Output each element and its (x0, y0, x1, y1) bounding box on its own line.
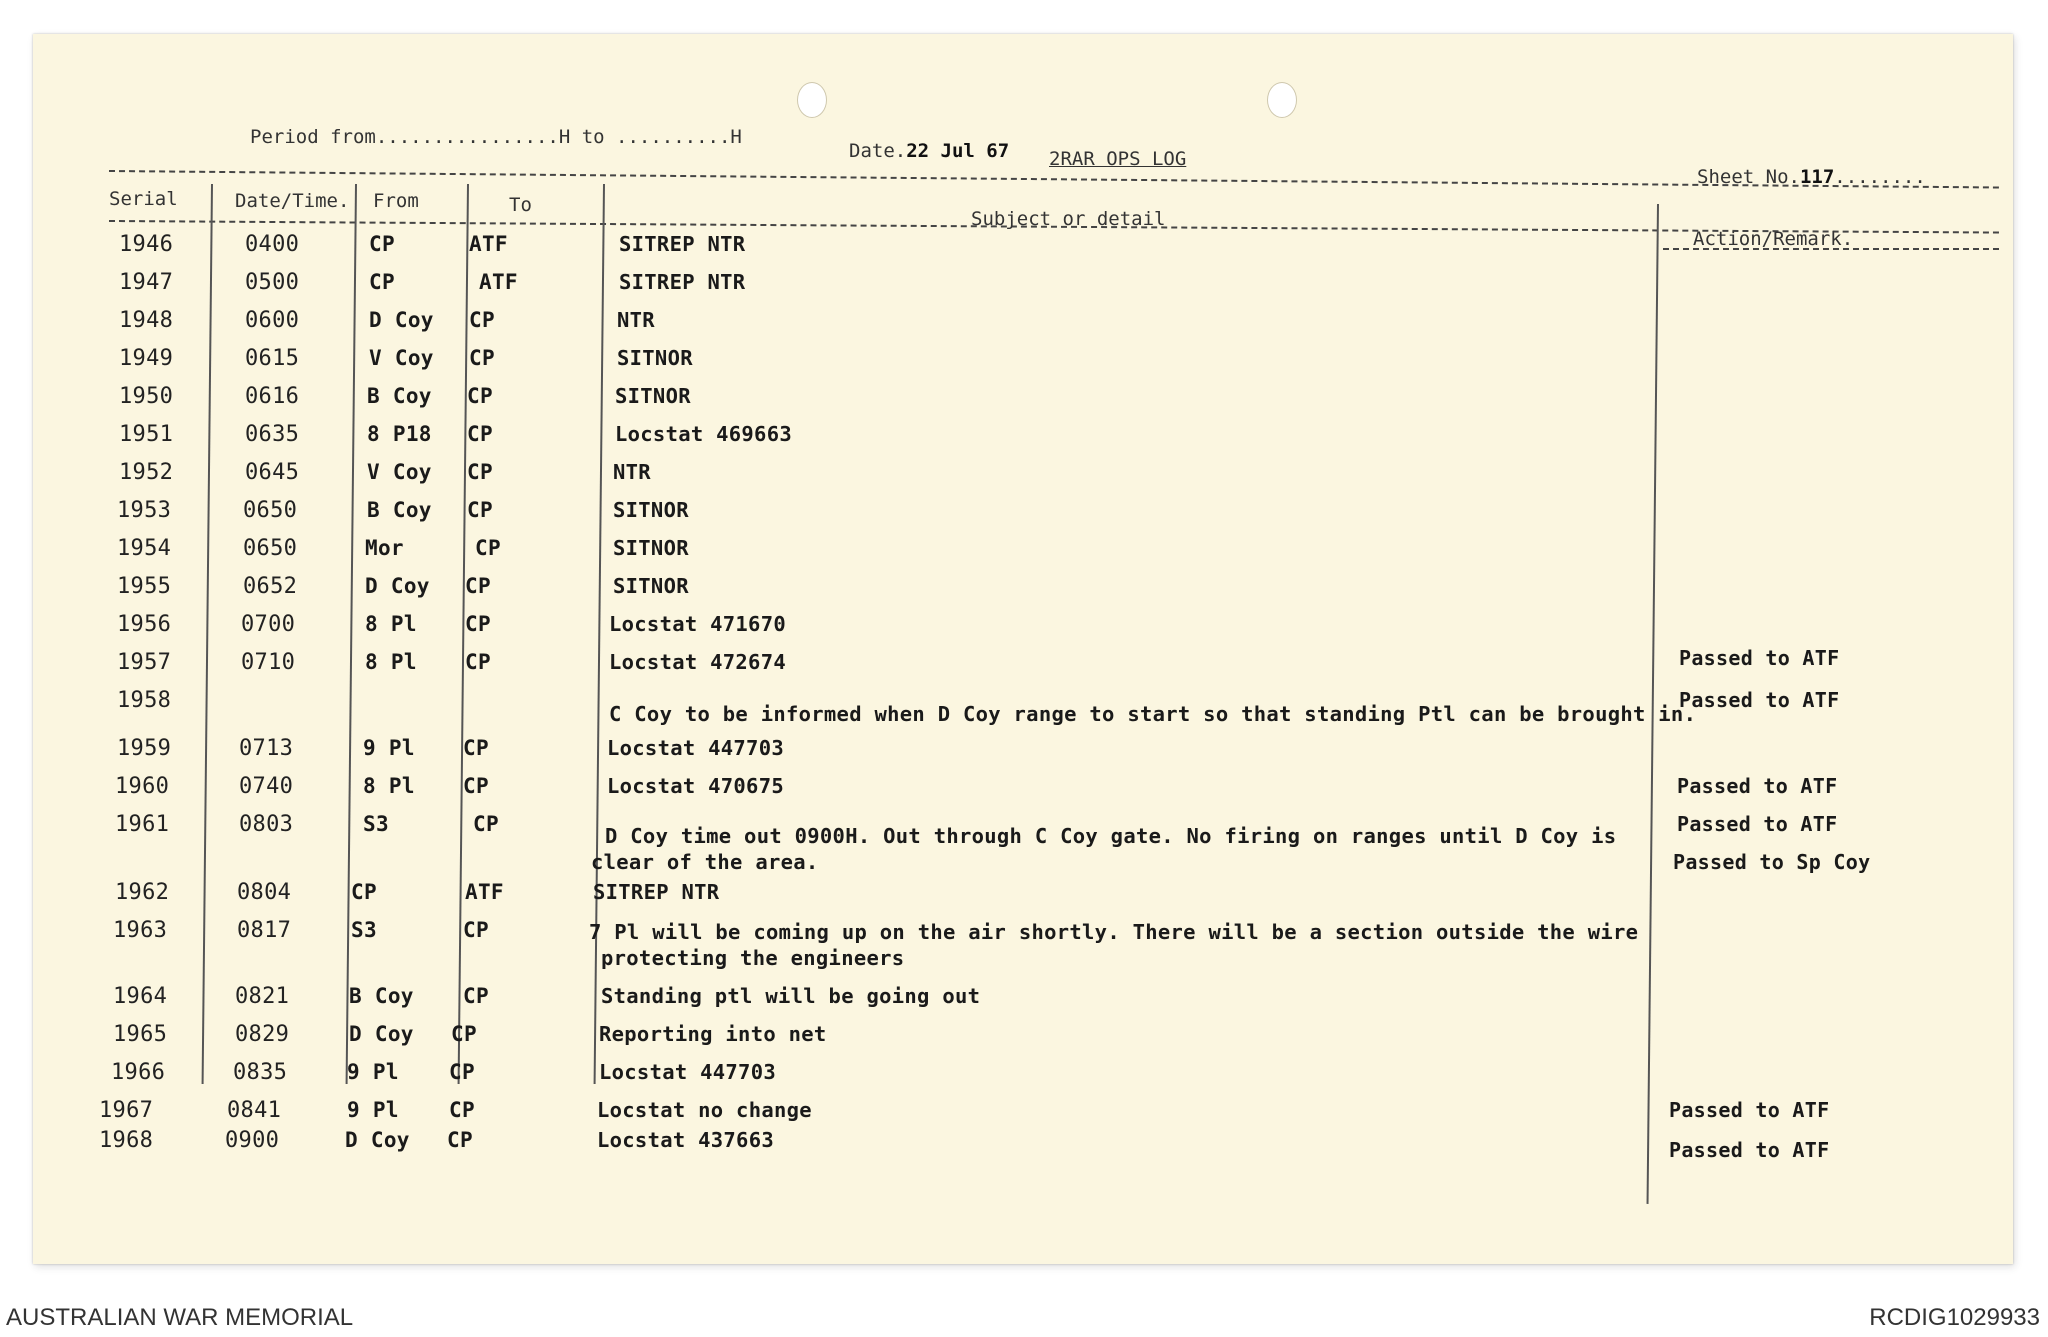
col-subject: Subject or detail (971, 208, 1166, 230)
date-label: Date. (849, 140, 907, 162)
to-cell: CP (469, 346, 495, 370)
serial-cell: 1960 (115, 774, 170, 799)
time-cell: 0615 (245, 346, 300, 371)
subject-cell: C Coy to be informed when D Coy range to start so that standing Ptl can be brought in. (609, 702, 1697, 726)
to-cell: CP (467, 498, 493, 522)
subject-cell: SITREP NTR (619, 270, 746, 294)
log-row (33, 646, 2013, 688)
punch-hole-right (1267, 82, 1297, 118)
log-row (33, 270, 2013, 308)
from-cell: V Coy (369, 346, 434, 370)
log-row (33, 232, 2013, 270)
time-cell: 0835 (233, 1060, 288, 1085)
archive-credit: AUSTRALIAN WAR MEMORIAL (6, 1304, 354, 1331)
serial-cell: 1947 (119, 270, 174, 295)
log-row (33, 1060, 2013, 1098)
remark-cell: Passed to ATF (1679, 688, 1840, 712)
subject-cell: Locstat 447703 (599, 1060, 776, 1084)
to-cell: CP (465, 612, 491, 636)
serial-cell: 1948 (119, 308, 174, 333)
remark-cell: Passed to ATF (1677, 812, 1838, 836)
log-row (33, 536, 2013, 574)
from-cell: 9 Pl (363, 736, 415, 760)
subject-cell: NTR (613, 460, 651, 484)
col-serial: Serial (109, 188, 178, 210)
log-sheet (33, 34, 2013, 1264)
subject-cell: Locstat 447703 (607, 736, 784, 760)
remark-cell: Passed to ATF (1679, 646, 1840, 670)
to-cell: CP (467, 460, 493, 484)
serial-cell: 1964 (113, 984, 168, 1009)
serial-cell: 1951 (119, 422, 174, 447)
log-row (33, 574, 2013, 612)
to-cell: ATF (469, 232, 508, 256)
from-cell: B Coy (367, 498, 432, 522)
to-cell: CP (449, 1060, 475, 1084)
from-cell: 9 Pl (347, 1098, 399, 1122)
log-row (33, 612, 2013, 650)
serial-cell: 1956 (117, 612, 172, 637)
serial-cell: 1961 (115, 812, 170, 837)
date-value: 22 Jul 67 (906, 140, 1010, 162)
subject-cell-continued: protecting the engineers (601, 946, 905, 970)
sheet-dots: ........ (1834, 166, 1926, 188)
time-cell: 0821 (235, 984, 290, 1009)
log-row (33, 308, 2013, 346)
time-cell: 0400 (245, 232, 300, 257)
col-to: To (509, 194, 532, 216)
from-cell: V Coy (367, 460, 432, 484)
from-cell: S3 (351, 918, 377, 942)
archive-reference: RCDIG1029933 (1869, 1304, 2040, 1331)
to-cell: CP (451, 1022, 477, 1046)
log-row (33, 498, 2013, 536)
date-field (849, 140, 1009, 162)
subject-cell: Locstat 472674 (609, 650, 786, 674)
time-cell: 0713 (239, 736, 294, 761)
serial-cell: 1954 (117, 536, 172, 561)
log-row (33, 384, 2013, 422)
from-cell: S3 (363, 812, 389, 836)
from-cell: 8 Pl (365, 612, 417, 636)
remark-cell-secondary: Passed to Sp Coy (1673, 850, 1871, 874)
subject-cell-continued: clear of the area. (591, 850, 819, 874)
time-cell: 0829 (235, 1022, 290, 1047)
time-cell: 0841 (227, 1098, 282, 1123)
from-cell: D Coy (365, 574, 430, 598)
log-row (33, 1022, 2013, 1060)
sheet-number: 117 (1799, 166, 1835, 188)
from-cell: D Coy (345, 1128, 410, 1152)
subject-cell: Reporting into net (599, 1022, 827, 1046)
col-datetime: Date/Time. (235, 190, 350, 212)
from-cell: 8 Pl (363, 774, 415, 798)
time-cell: 0600 (245, 308, 300, 333)
subject-cell: Locstat 470675 (607, 774, 784, 798)
time-cell: 0700 (241, 612, 296, 637)
to-cell: CP (447, 1128, 473, 1152)
from-cell: Mor (365, 536, 404, 560)
to-cell: CP (469, 308, 495, 332)
to-cell: CP (467, 384, 493, 408)
punch-hole-left (797, 82, 827, 118)
col-action: Action/Remark. (1693, 228, 1854, 250)
log-row (33, 1128, 2013, 1166)
log-row (33, 688, 2013, 726)
serial-cell: 1958 (117, 688, 172, 713)
to-cell: CP (473, 812, 499, 836)
from-cell: B Coy (349, 984, 414, 1008)
subject-cell: NTR (617, 308, 655, 332)
serial-cell: 1967 (99, 1098, 154, 1123)
remark-cell: Passed to ATF (1677, 774, 1838, 798)
time-cell: 0804 (237, 880, 292, 905)
serial-cell: 1955 (117, 574, 172, 599)
serial-cell: 1968 (99, 1128, 154, 1153)
log-row (33, 422, 2013, 460)
to-cell: CP (449, 1098, 475, 1122)
subject-cell: D Coy time out 0900H. Out through C Coy gate. No firing on ranges until D Coy is (605, 824, 1617, 848)
subject-cell: Locstat no change (597, 1098, 812, 1122)
serial-cell: 1963 (113, 918, 168, 943)
remark-cell: Passed to ATF (1669, 1138, 1830, 1162)
subject-cell: SITNOR (617, 346, 693, 370)
log-row (33, 984, 2013, 1022)
serial-cell: 1946 (119, 232, 174, 257)
time-cell: 0500 (245, 270, 300, 295)
from-cell: D Coy (369, 308, 434, 332)
log-row (33, 460, 2013, 498)
from-cell: D Coy (349, 1022, 414, 1046)
to-cell: CP (465, 574, 491, 598)
time-cell: 0817 (237, 918, 292, 943)
log-row (33, 880, 2013, 918)
time-cell: 0740 (239, 774, 294, 799)
to-cell: CP (463, 918, 489, 942)
subject-cell: SITREP NTR (619, 232, 746, 256)
to-cell: CP (463, 984, 489, 1008)
serial-cell: 1953 (117, 498, 172, 523)
subject-cell: Locstat 471670 (609, 612, 786, 636)
subject-cell: SITNOR (613, 498, 689, 522)
from-cell: 8 Pl (365, 650, 417, 674)
subject-cell: SITREP NTR (593, 880, 720, 904)
serial-cell: 1949 (119, 346, 174, 371)
from-cell: 8 P18 (367, 422, 432, 446)
to-cell: CP (475, 536, 501, 560)
from-cell: B Coy (367, 384, 432, 408)
to-cell: CP (465, 650, 491, 674)
from-cell: 9 Pl (347, 1060, 399, 1084)
time-cell: 0803 (239, 812, 294, 837)
serial-cell: 1950 (119, 384, 174, 409)
time-cell: 0616 (245, 384, 300, 409)
subject-cell: Standing ptl will be going out (601, 984, 981, 1008)
serial-cell: 1957 (117, 650, 172, 675)
log-row (33, 812, 2013, 874)
subject-cell: SITNOR (613, 574, 689, 598)
subject-cell: 7 Pl will be coming up on the air shortly. There will be a section outside the wire (589, 920, 1639, 944)
log-row (33, 918, 2013, 970)
time-cell: 0645 (245, 460, 300, 485)
log-row (33, 346, 2013, 384)
col-from: From (373, 190, 419, 212)
time-cell: 0710 (241, 650, 296, 675)
subject-cell: Locstat 437663 (597, 1128, 774, 1152)
to-cell: CP (463, 774, 489, 798)
time-cell: 0652 (243, 574, 298, 599)
log-title: 2RAR OPS LOG (1049, 148, 1187, 170)
time-cell: 0650 (243, 498, 298, 523)
to-cell: ATF (465, 880, 504, 904)
serial-cell: 1959 (117, 736, 172, 761)
serial-cell: 1962 (115, 880, 170, 905)
from-cell: CP (369, 270, 395, 294)
serial-cell: 1965 (113, 1022, 168, 1047)
log-row (33, 736, 2013, 774)
to-cell: CP (463, 736, 489, 760)
time-cell: 0635 (245, 422, 300, 447)
subject-cell: SITNOR (615, 384, 691, 408)
time-cell: 0900 (225, 1128, 280, 1153)
log-row (33, 774, 2013, 812)
subject-cell: SITNOR (613, 536, 689, 560)
sheet-label: Sheet No. (1697, 166, 1800, 188)
subject-cell: Locstat 469663 (615, 422, 792, 446)
time-cell: 0650 (243, 536, 298, 561)
to-cell: CP (467, 422, 493, 446)
to-cell: ATF (479, 270, 518, 294)
serial-cell: 1966 (111, 1060, 166, 1085)
serial-cell: 1952 (119, 460, 174, 485)
period-field: Period from................H to ..........H (250, 126, 742, 148)
from-cell: CP (351, 880, 377, 904)
remark-cell: Passed to ATF (1669, 1098, 1830, 1122)
from-cell: CP (369, 232, 395, 256)
